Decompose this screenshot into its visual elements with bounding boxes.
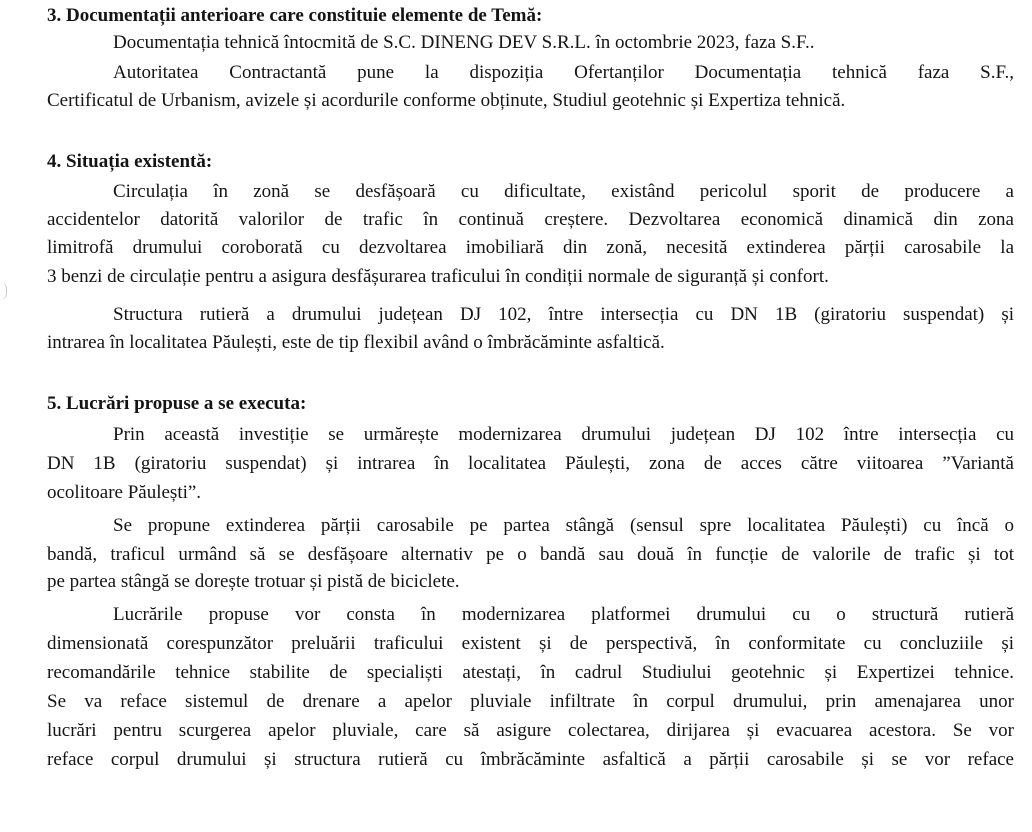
paragraph-line: lucrări pentru scurgerea apelor pluviale, care să asigure colectarea, dirijarea și evacuarea acestora. Se vor <box>47 720 1014 741</box>
section-4-heading: 4. Situația existentă: <box>47 151 213 172</box>
paragraph-line: pe partea stângă se dorește trotuar și pistă de biciclete. <box>47 571 460 592</box>
paragraph-line: Autoritatea Contractantă pune la dispoziția Ofertanților Documentația tehnică faza S.F., <box>113 62 1014 83</box>
paragraph-line: recomandările tehnice stabilite de specialiști atestați, în cadrul Studiului geotehnic și Expertizei tehnice. <box>47 662 1014 683</box>
paragraph-line: 3 benzi de circulație pentru a asigura desfășurarea traficului în condiții normale de siguranță și confort. <box>47 266 829 287</box>
paragraph-line: Structura rutieră a drumului județean DJ 102, între intersecția cu DN 1B (giratoriu suspendat) și <box>113 304 1014 325</box>
section-3-heading: 3. Documentații anterioare care constituie elemente de Temă: <box>47 5 543 26</box>
paragraph-line: bandă, traficul urmând să se desfășoare alternativ pe o bandă sau două în funcție de valorile de trafic și tot <box>47 544 1014 565</box>
paragraph-line: Circulația în zonă se desfășoară cu dificultate, existând pericolul sporit de producere a <box>113 181 1014 202</box>
paragraph-line: intrarea în localitatea Păulești, este de tip flexibil având o îmbrăcăminte asfaltică. <box>47 332 665 353</box>
paragraph-line: DN 1B (giratoriu suspendat) și intrarea în localitatea Păulești, zona de acces către viitoarea ”Variantă <box>47 453 1014 474</box>
paragraph-line: dimensionată corespunzător preluării traficului existent și de perspectivă, în conformitate cu concluziile și <box>47 633 1014 654</box>
paragraph-line: accidentelor datorită valorilor de trafic în continuă creștere. Dezvoltarea economică dinamică din zona <box>47 209 1014 230</box>
paragraph-line: Se va reface sistemul de drenare a apelor pluviale infiltrate în corpul drumului, prin amenajarea unor <box>47 691 1014 712</box>
paragraph-line: Lucrările propuse vor consta în modernizarea platformei drumului cu o structură rutieră <box>113 604 1014 625</box>
paragraph-line: limitrofă drumului coroborată cu dezvoltarea imobiliară din zonă, necesită extinderea părții carosabile la <box>47 237 1014 258</box>
paragraph-line: Prin această investiție se urmărește modernizarea drumului județean DJ 102 între intersecția cu <box>113 424 1014 445</box>
scan-edge-mark <box>0 282 7 300</box>
paragraph-line: ocolitoare Păulești”. <box>47 482 202 503</box>
paragraph-line: Certificatul de Urbanism, avizele și acordurile conforme obținute, Studiul geotehnic și Expertiza tehnică. <box>47 90 846 111</box>
paragraph-line: Se propune extinderea părții carosabile pe partea stângă (sensul spre localitatea Păulești) cu încă o <box>113 515 1014 536</box>
paragraph-line: Documentația tehnică întocmită de S.C. DINENG DEV S.R.L. în octombrie 2023, faza S.F.. <box>113 32 815 53</box>
paragraph-line: reface corpul drumului și structura rutieră cu îmbrăcăminte asfaltică a părții carosabile și se vor reface <box>47 749 1014 770</box>
section-5-heading: 5. Lucrări propuse a se executa: <box>47 393 307 414</box>
